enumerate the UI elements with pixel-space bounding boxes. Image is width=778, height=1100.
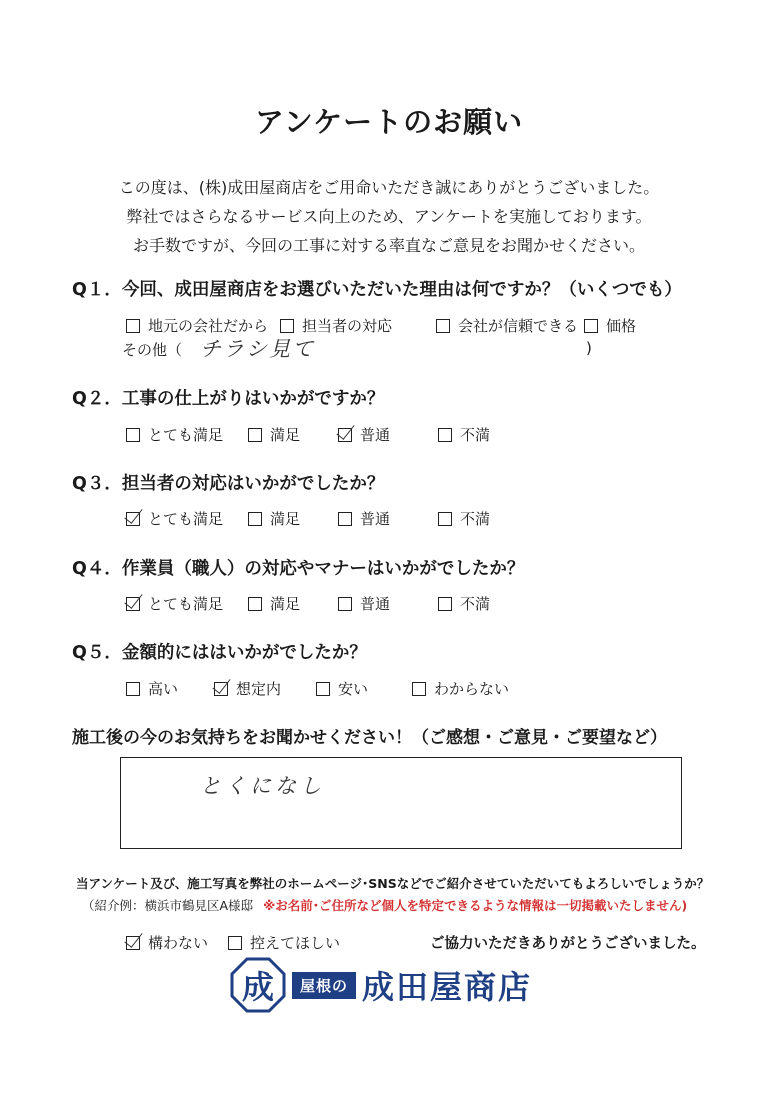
checkbox[interactable] <box>316 682 330 696</box>
q5-option-cheap[interactable]: 安い <box>316 678 368 699</box>
intro-line-2: 弊社ではさらなるサービス向上のため、アンケートを実施しております。 <box>126 207 652 226</box>
checkbox[interactable] <box>438 428 452 442</box>
q1-option-staff[interactable]: 担当者の対応 <box>280 315 392 336</box>
checkbox[interactable] <box>338 597 352 611</box>
q1-other-label: その他（ <box>122 341 183 359</box>
thanks-text: ご協力いただきありがとうございました。 <box>430 936 706 952</box>
q2-option-normal[interactable]: 普通 <box>338 424 390 445</box>
checkbox[interactable] <box>126 428 140 442</box>
intro-line-3: お手数ですが、今回の工事に対する率直なご意見をお聞かせください。 <box>132 236 645 255</box>
q4-option-dissatisfied[interactable]: 不満 <box>438 593 490 614</box>
q2-option-dissatisfied[interactable]: 不満 <box>438 424 490 445</box>
q2-option-very-satisfied[interactable]: とても満足 <box>126 424 223 445</box>
checkbox-checked[interactable] <box>126 936 140 950</box>
q3-label: Q３．担当者の対応はいかがでしたか？ <box>72 474 385 494</box>
q1-other-close: ) <box>586 339 592 357</box>
logo-brand-name: 成田屋商店 <box>362 968 533 1006</box>
checkbox[interactable] <box>228 936 242 950</box>
consent-question: 当アンケート及び、施工写真を弊社のホームページ･SNSなどでご紹介させていただいてもよろしいでしょうか？ <box>76 876 710 891</box>
checkbox[interactable] <box>436 319 450 333</box>
checkbox[interactable] <box>248 428 262 442</box>
q1-option-price[interactable]: 価格 <box>584 315 636 336</box>
q3-option-dissatisfied[interactable]: 不満 <box>438 508 490 529</box>
q4-option-normal[interactable]: 普通 <box>338 593 390 614</box>
check-mark-icon <box>212 674 230 694</box>
q5-option-expensive[interactable]: 高い <box>126 678 178 699</box>
q2-label: Q２．工事の仕上がりはいかがですか？ <box>72 389 385 409</box>
q3-option-normal[interactable]: 普通 <box>338 508 390 529</box>
q1-option-local[interactable]: 地元の会社だから <box>126 315 268 336</box>
consent-note <box>82 896 687 914</box>
check-mark-icon <box>124 928 142 948</box>
check-mark-icon <box>124 589 142 609</box>
q1-label: Q１．今回、成田屋商店をお選びいただいた理由は何ですか？（いくつでも） <box>72 280 682 300</box>
checkbox[interactable] <box>338 512 352 526</box>
seal-character: 成 <box>241 968 274 1006</box>
consent-warning: ※お名前･ご住所など個人を特定できるような情報は一切掲載いたしません) <box>263 898 688 913</box>
checkbox[interactable] <box>412 682 426 696</box>
checkbox-checked[interactable] <box>126 597 140 611</box>
free-comment-answer: とくになし <box>200 774 325 798</box>
checkbox[interactable] <box>248 512 262 526</box>
free-comment-label: 施工後の今のお気持ちをお聞かせください！（ご感想・ご意見・ご要望など） <box>72 728 667 748</box>
q3-option-satisfied[interactable]: 満足 <box>248 508 300 529</box>
q3-option-very-satisfied[interactable]: とても満足 <box>126 508 223 529</box>
consent-option-ok[interactable]: 構わない <box>126 932 208 953</box>
checkbox-checked[interactable] <box>126 512 140 526</box>
logo-badge: 屋根の <box>292 972 356 999</box>
checkbox[interactable] <box>438 512 452 526</box>
checkbox[interactable] <box>438 597 452 611</box>
check-mark-icon <box>124 504 142 524</box>
q5-label: Q５．金額的にははいかがでしたか？ <box>72 643 367 663</box>
checkbox-checked[interactable] <box>338 428 352 442</box>
intro-line-1: この度は、(株)成田屋商店をご用命いただき誠にありがとうございました。 <box>118 178 660 197</box>
company-logo <box>230 957 532 1013</box>
q5-option-expected[interactable]: 想定内 <box>214 678 281 699</box>
q1-option-trust[interactable]: 会社が信頼できる <box>436 315 578 336</box>
q4-option-satisfied[interactable]: 満足 <box>248 593 300 614</box>
checkbox[interactable] <box>248 597 262 611</box>
checkbox-checked[interactable] <box>214 682 228 696</box>
checkbox[interactable] <box>280 319 294 333</box>
q2-option-satisfied[interactable]: 満足 <box>248 424 300 445</box>
consent-example: （紹介例：横浜市鶴見区A様邸 <box>82 898 254 913</box>
checkbox[interactable] <box>126 319 140 333</box>
checkbox[interactable] <box>126 682 140 696</box>
check-mark-icon <box>336 420 354 440</box>
page-title: アンケートのお願い <box>254 105 524 139</box>
consent-option-decline[interactable]: 控えてほしい <box>228 932 340 953</box>
q4-option-very-satisfied[interactable]: とても満足 <box>126 593 223 614</box>
q1-other-answer[interactable]: チラシ見て <box>200 337 315 361</box>
q5-option-unknown[interactable]: わからない <box>412 678 509 699</box>
checkbox[interactable] <box>584 319 598 333</box>
seal-icon <box>230 957 286 1013</box>
q4-label: Q４．作業員（職人）の対応やマナーはいかがでしたか？ <box>72 559 525 579</box>
